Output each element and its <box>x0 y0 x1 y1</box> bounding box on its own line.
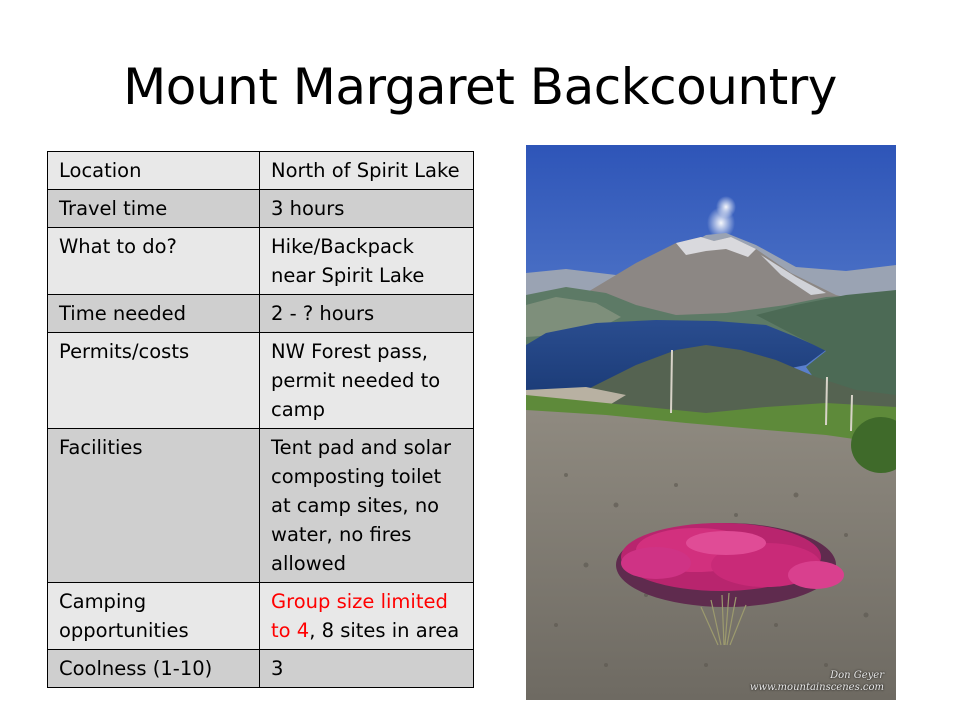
table-row <box>48 429 474 583</box>
table-row <box>48 583 474 650</box>
row-value-rest: , 8 sites in area <box>309 619 460 642</box>
steam-plume <box>716 196 736 218</box>
row-label: Permits/costs <box>48 333 260 429</box>
row-value: 3 hours <box>260 190 474 228</box>
photo-credit <box>750 670 884 694</box>
row-value: 2 - ? hours <box>260 295 474 333</box>
row-label: What to do? <box>48 228 260 295</box>
row-value-highlight: Group size limited to 4 <box>271 590 448 642</box>
info-table <box>47 151 474 688</box>
mount-st-helens-image <box>526 145 896 700</box>
row-label: Location <box>48 152 260 190</box>
row-label: Travel time <box>48 190 260 228</box>
table-row <box>48 650 474 688</box>
row-value <box>260 583 474 650</box>
mountain-photo <box>526 145 896 700</box>
table-row <box>48 152 474 190</box>
table-row <box>48 190 474 228</box>
row-value: 3 <box>260 650 474 688</box>
row-label: Camping opportunities <box>48 583 260 650</box>
row-value: North of Spirit Lake <box>260 152 474 190</box>
row-value: Hike/Backpack near Spirit Lake <box>260 228 474 295</box>
table-row <box>48 295 474 333</box>
row-label: Facilities <box>48 429 260 583</box>
table-row <box>48 228 474 295</box>
row-value: Tent pad and solar composting toilet at camp sites, no water, no fires allowed <box>260 429 474 583</box>
row-label: Coolness (1-10) <box>48 650 260 688</box>
slide-title: Mount Margaret Backcountry <box>123 58 837 116</box>
row-label: Time needed <box>48 295 260 333</box>
table-row <box>48 333 474 429</box>
row-value: NW Forest pass, permit needed to camp <box>260 333 474 429</box>
credit-site: www.mountainscenes.com <box>749 682 884 693</box>
credit-name: Don Geyer <box>830 670 884 681</box>
